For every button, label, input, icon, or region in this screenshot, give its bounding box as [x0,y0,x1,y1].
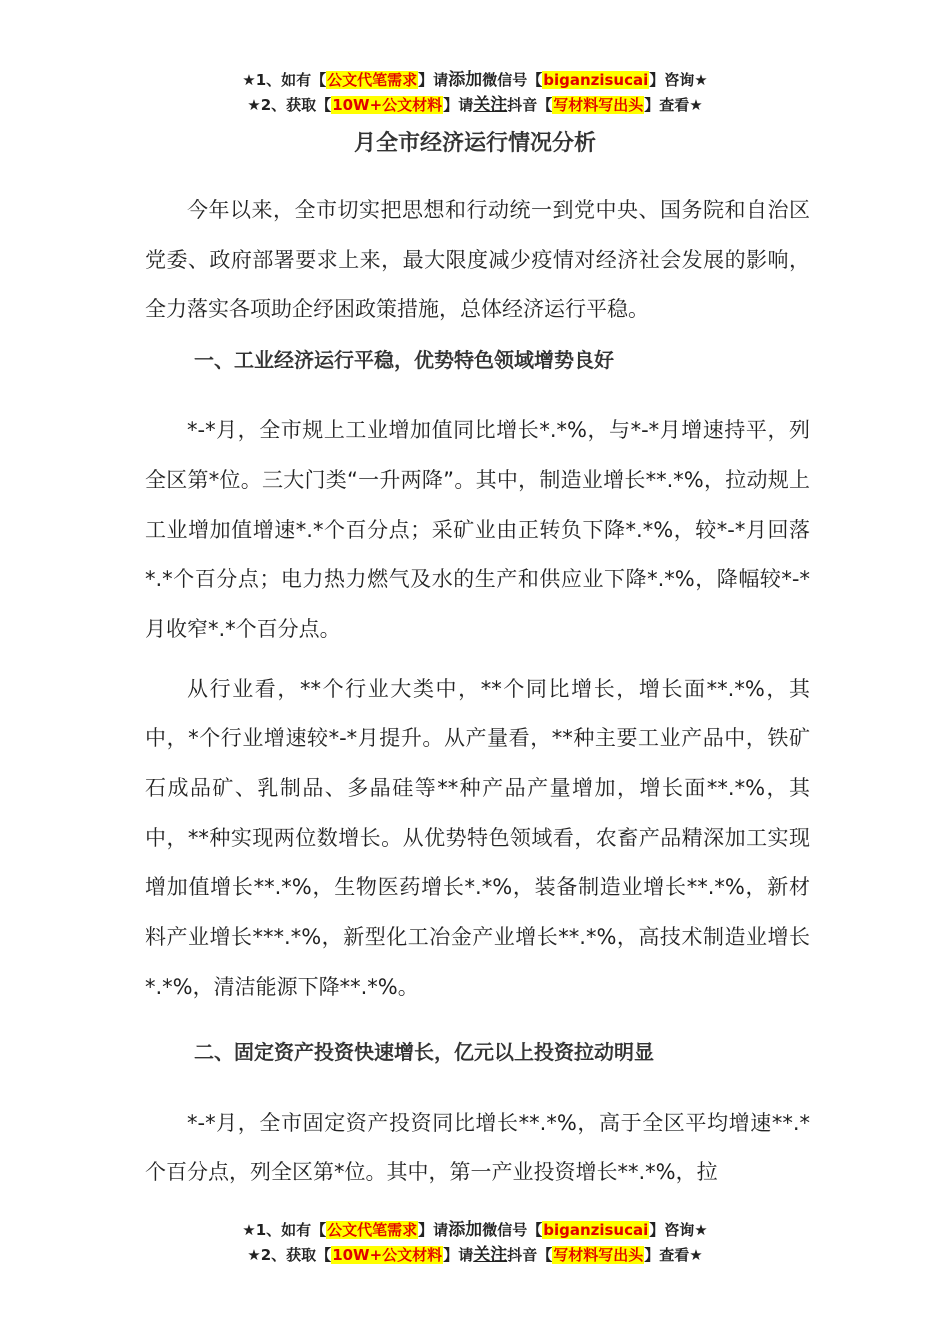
promo-line-2: ★2、获取【10W+公文材料】请关注抖音【写材料写出头】查看★ [247,1245,703,1265]
highlight-douyin-id: 写材料写出头 [553,96,644,114]
promo-line-2: ★2、获取【10W+公文材料】请关注抖音【写材料写出头】查看★ [247,95,703,115]
section-1-heading: 一、工业经济运行平稳，优势特色领域增势良好 [194,348,614,373]
highlight-materials: 10W+公文材料 [332,96,443,114]
section-2-heading: 二、固定资产投资快速增长，亿元以上投资拉动明显 [194,1039,654,1064]
section-2-paragraph-1: *-*月，全市固定资产投资同比增长**.*%，高于全区平均增速**.*个百分点，列全区第*位。其中，第一产业投资增长**.*%，拉 [145,1110,810,1185]
highlight-wechat-id: biganzisucai [543,1221,649,1239]
section-1-paragraph-1: *-*月，全市规上工业增加值同比增长*.*%，与*-*月增速持平，列全区第*位。三大门类“一升两降”。其中，制造业增长**.*%，拉动规上工业增加值增速*.*个百分点；采矿业由正转负下降*.*%，较*-*月回落*.*个百分点；电力热力燃气及水的生产和供应业下降*.*%，降幅较*-*月收窄*.*个百分点。 [145,418,810,641]
document-body [145,186,810,1198]
highlight-materials: 10W+公文材料 [332,1246,443,1264]
section-1-paragraph-2: 从行业看，**个行业大类中，**个同比增长，增长面**.*%，其中，*个行业增速较*-*月提升。从产量看，**种主要工业产品中，铁矿石成品矿、乳制品、多晶硅等**种产品产量增加，增长面**.*%，其中，**种实现两位数增长。从优势特色领域看，农畜产品精深加工实现增加值增长**.*%，生物医药增长*.*%，装备制造业增长**.*%，新材料产业增长***.*%，新型化工冶金产业增长**.*%，高技术制造业增长*.*%，清洁能源下降**.*%。 [145,676,810,999]
document-title: 月全市经济运行情况分析 [353,131,596,156]
promo-banner-bottom [0,1218,950,1268]
intro-paragraph: 今年以来，全市切实把思想和行动统一到党中央、国务院和自治区党委、政府部署要求上来，最大限度减少疫情对经济社会发展的影响，全力落实各项助企纾困政策措施，总体经济运行平稳。 [145,198,810,322]
promo-line-1: ★1、如有【公文代笔需求】请添加微信号【biganzisucai】咨询★ [242,1220,708,1240]
highlight-service: 公文代笔需求 [327,71,418,89]
promo-line-1: ★1、如有【公文代笔需求】请添加微信号【biganzisucai】咨询★ [242,70,708,90]
highlight-douyin-id: 写材料写出头 [553,1246,644,1264]
highlight-service: 公文代笔需求 [327,1221,418,1239]
highlight-wechat-id: biganzisucai [543,71,649,89]
promo-banner-top [0,68,950,118]
